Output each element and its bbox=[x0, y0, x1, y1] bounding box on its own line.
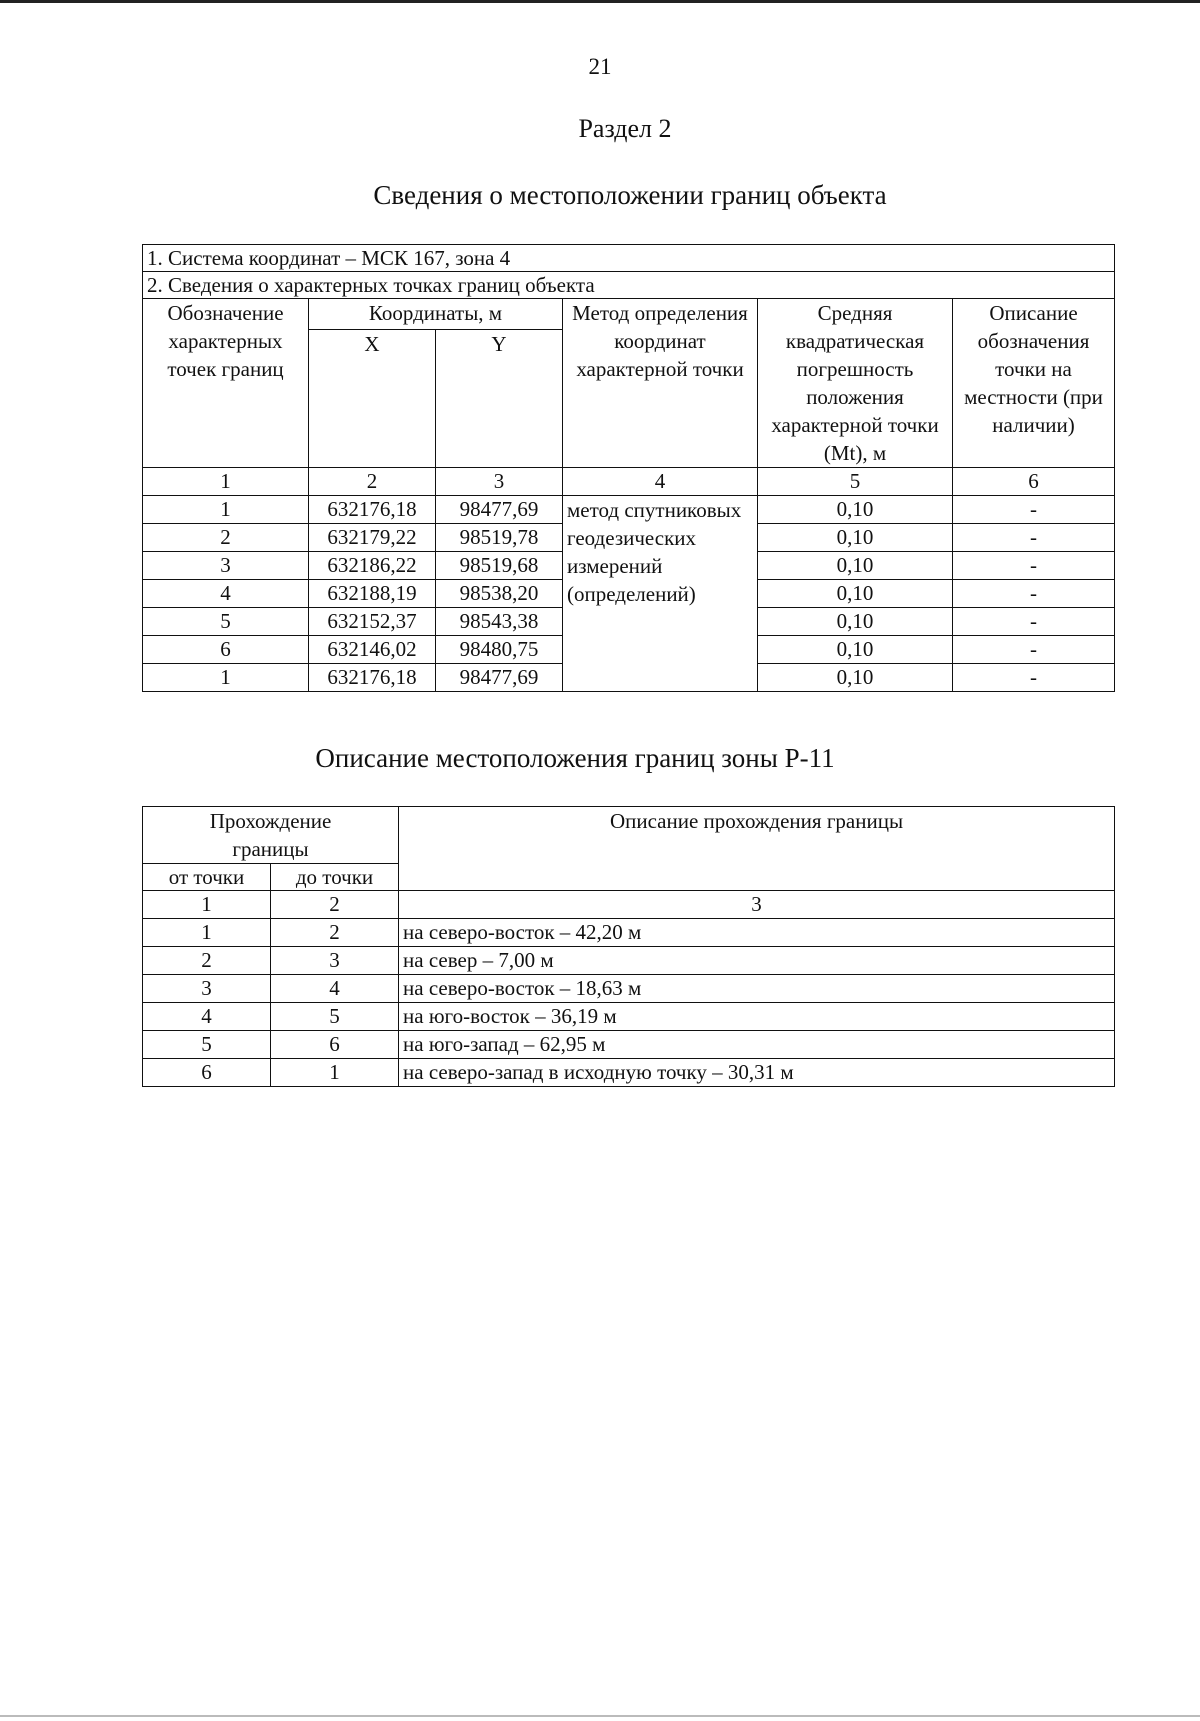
description-value: - bbox=[953, 636, 1115, 664]
x-value: 632179,22 bbox=[309, 524, 436, 552]
description-value: - bbox=[953, 524, 1115, 552]
table-row bbox=[143, 1059, 1115, 1087]
column-number: 3 bbox=[436, 468, 563, 496]
points-info-row: 2. Сведения о характерных точках границ объекта bbox=[143, 272, 1115, 299]
y-value: 98538,20 bbox=[436, 580, 563, 608]
passage-description: на юго-запад – 62,95 м bbox=[399, 1031, 1115, 1059]
point-number: 6 bbox=[143, 636, 309, 664]
section-title: Раздел 2 bbox=[578, 114, 672, 143]
y-value: 98543,38 bbox=[436, 608, 563, 636]
header-description: Описание обозначения точки на местности (при наличии) bbox=[953, 299, 1115, 468]
column-number: 6 bbox=[953, 468, 1115, 496]
description-value: - bbox=[953, 552, 1115, 580]
boundaries-heading: Сведения о местоположении границ объекта bbox=[373, 180, 887, 210]
y-value: 98480,75 bbox=[436, 636, 563, 664]
x-value: 632146,02 bbox=[309, 636, 436, 664]
passage-description: на север – 7,00 м bbox=[399, 947, 1115, 975]
y-value: 98477,69 bbox=[436, 664, 563, 692]
table-row bbox=[143, 1031, 1115, 1059]
header-method: Метод определения координат характерной точки bbox=[563, 299, 758, 468]
page-edge bbox=[0, 0, 1200, 3]
column-number: 4 bbox=[563, 468, 758, 496]
passage-description: на юго-восток – 36,19 м bbox=[399, 1003, 1115, 1031]
header-passage-description: Описание прохождения границы bbox=[399, 807, 1115, 891]
description-value: - bbox=[953, 580, 1115, 608]
to-point: 3 bbox=[271, 947, 399, 975]
accuracy-value: 0,10 bbox=[758, 664, 953, 692]
to-point: 6 bbox=[271, 1031, 399, 1059]
column-number: 2 bbox=[271, 891, 399, 919]
y-value: 98519,68 bbox=[436, 552, 563, 580]
page-edge-bottom bbox=[0, 1715, 1200, 1717]
x-value: 632176,18 bbox=[309, 496, 436, 524]
column-number: 2 bbox=[309, 468, 436, 496]
description-value: - bbox=[953, 664, 1115, 692]
coordinates-table bbox=[142, 244, 1115, 692]
boundary-description-table bbox=[142, 806, 1115, 1087]
description-value: - bbox=[953, 496, 1115, 524]
column-number: 3 bbox=[399, 891, 1115, 919]
y-value: 98477,69 bbox=[436, 496, 563, 524]
zone-heading: Описание местоположения границ зоны Р-11 bbox=[315, 743, 835, 773]
from-point: 2 bbox=[143, 947, 271, 975]
from-point: 3 bbox=[143, 975, 271, 1003]
accuracy-value: 0,10 bbox=[758, 524, 953, 552]
x-value: 632186,22 bbox=[309, 552, 436, 580]
header-accuracy: Средняя квадратическая погрешность положения характерной точки (Mt), м bbox=[758, 299, 953, 468]
accuracy-value: 0,10 bbox=[758, 496, 953, 524]
header-coordinates: Координаты, м bbox=[309, 299, 563, 330]
point-number: 4 bbox=[143, 580, 309, 608]
accuracy-value: 0,10 bbox=[758, 608, 953, 636]
passage-description: на северо-запад в исходную точку – 30,31 м bbox=[399, 1059, 1115, 1087]
header-y: Y bbox=[436, 330, 563, 468]
table-row bbox=[143, 947, 1115, 975]
passage-description: на северо-восток – 42,20 м bbox=[399, 919, 1115, 947]
point-number: 1 bbox=[143, 664, 309, 692]
point-number: 5 bbox=[143, 608, 309, 636]
header-passage: Прохождение границы bbox=[143, 807, 399, 864]
table-row bbox=[143, 496, 1115, 524]
from-point: 5 bbox=[143, 1031, 271, 1059]
column-number: 1 bbox=[143, 891, 271, 919]
from-point: 1 bbox=[143, 919, 271, 947]
header-to-point: до точки bbox=[271, 864, 399, 891]
point-number: 1 bbox=[143, 496, 309, 524]
table-row bbox=[143, 975, 1115, 1003]
accuracy-value: 0,10 bbox=[758, 552, 953, 580]
table-row bbox=[143, 919, 1115, 947]
from-point: 6 bbox=[143, 1059, 271, 1087]
point-number: 3 bbox=[143, 552, 309, 580]
to-point: 4 bbox=[271, 975, 399, 1003]
header-point-designation: Обозначение характерных точек границ bbox=[143, 299, 309, 468]
coordinate-system-row: 1. Система координат – МСК 167, зона 4 bbox=[143, 245, 1115, 272]
passage-description: на северо-восток – 18,63 м bbox=[399, 975, 1115, 1003]
column-number: 5 bbox=[758, 468, 953, 496]
x-value: 632176,18 bbox=[309, 664, 436, 692]
x-value: 632152,37 bbox=[309, 608, 436, 636]
accuracy-value: 0,10 bbox=[758, 636, 953, 664]
to-point: 5 bbox=[271, 1003, 399, 1031]
header-from-point: от точки bbox=[143, 864, 271, 891]
from-point: 4 bbox=[143, 1003, 271, 1031]
to-point: 2 bbox=[271, 919, 399, 947]
accuracy-value: 0,10 bbox=[758, 580, 953, 608]
description-value: - bbox=[953, 608, 1115, 636]
page-number: 21 bbox=[588, 54, 612, 79]
column-number: 1 bbox=[143, 468, 309, 496]
y-value: 98519,78 bbox=[436, 524, 563, 552]
x-value: 632188,19 bbox=[309, 580, 436, 608]
point-number: 2 bbox=[143, 524, 309, 552]
method-value: метод спутниковых геодезических измерений (определений) bbox=[563, 496, 758, 692]
header-x: X bbox=[309, 330, 436, 468]
to-point: 1 bbox=[271, 1059, 399, 1087]
table-row bbox=[143, 1003, 1115, 1031]
